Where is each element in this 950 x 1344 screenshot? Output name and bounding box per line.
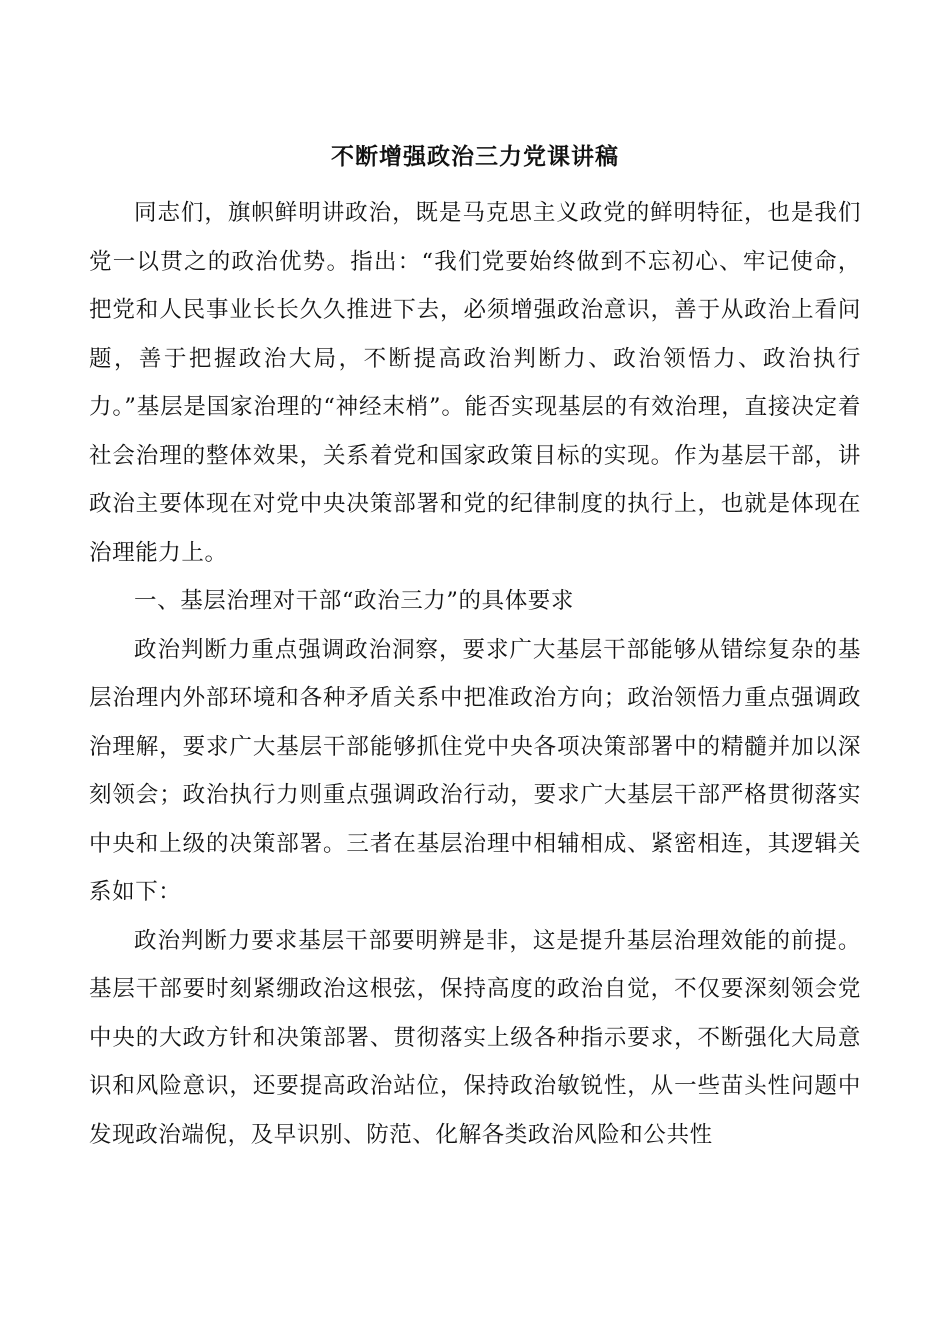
document-body <box>89 189 861 1159</box>
paragraph-intro: 同志们，旗帜鲜明讲政治，既是马克思主义政党的鲜明特征，也是我们党一以贯之的政治优势。指出：“我们党要始终做到不忘初心、牢记使命，把党和人民事业长长久久推进下去，必须增强政治意识，善于从政治上看问题，善于把握政治大局，不断提高政治判断力、政治领悟力、政治执行力。”基层是国家治理的“神经末梢”。能否实现基层的有效治理，直接决定着社会治理的整体效果，关系着党和国家政策目标的实现。作为基层干部，讲政治主要体现在对党中央决策部署和党的纪律制度的执行上，也就是体现在治理能力上。 <box>89 200 861 566</box>
paragraph-three-powers: 政治判断力重点强调政治洞察，要求广大基层干部能够从错综复杂的基层治理内外部环境和各种矛盾关系中把准政治方向；政治领悟力重点强调政治理解，要求广大基层干部能够抓住党中央各项决策部署中的精髓并加以深刻领会；政治执行力则重点强调政治行动，要求广大基层干部严格贯彻落实中央和上级的决策部署。三者在基层治理中相辅相成、紧密相连，其逻辑关系如下： <box>89 636 861 905</box>
section-heading-1: 一、基层治理对干部“政治三力”的具体要求 <box>134 588 575 614</box>
paragraph-judgment: 政治判断力要求基层干部要明辨是非，这是提升基层治理效能的前提。基层干部要时刻紧绷政治这根弦，保持高度的政治自觉，不仅要深刻领会党中央的大政方针和决策部署、贯彻落实上级各种指示要求，不断强化大局意识和风险意识，还要提高政治站位，保持政治敏锐性，从一些苗头性问题中发现政治端倪，及早识别、防范、化解各类政治风险和公共性 <box>89 927 861 1148</box>
document-title: 不断增强政治三力党课讲稿 <box>331 144 619 170</box>
